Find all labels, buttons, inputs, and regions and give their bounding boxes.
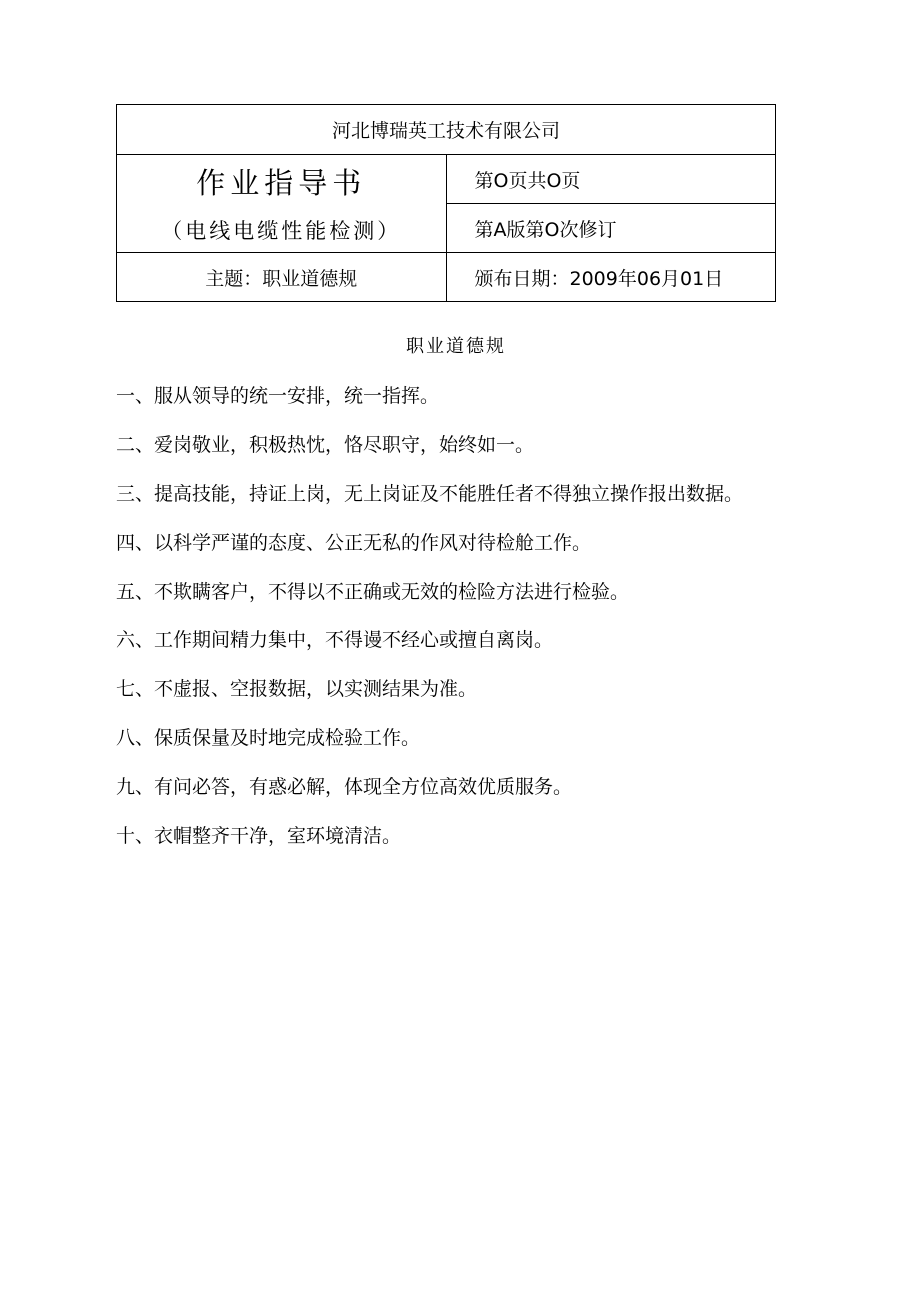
list-item: 八、保质保量及时地完成检验工作。 <box>116 727 421 750</box>
list-item: 五、不欺瞒客户，不得以不正确或无效的检险方法进行检验。 <box>116 580 630 603</box>
publish-date: 颁布日期：2009年06月01日 <box>446 253 776 302</box>
list-item: 七、不虚报、空报数据，以实测结果为准。 <box>116 678 478 701</box>
rules-list <box>116 382 816 871</box>
list-item: 四、以科学严谨的态度、公正无私的作风对待检舱工作。 <box>116 531 592 554</box>
document-subtitle: （电线电缆性能检测） <box>161 218 402 243</box>
list-item: 九、有问必答，有惑必解，体现全方位高效优质服务。 <box>116 776 573 799</box>
document-title: 作业指导书 <box>196 165 367 200</box>
list-item: 六、工作期间精力集中，不得谩不经心或擅自离岗。 <box>116 629 554 652</box>
list-item: 三、提高技能，持证上岗，无上岗证及不能胜任者不得独立操作报出数据。 <box>116 482 744 505</box>
document-header-table <box>116 104 776 302</box>
list-item: 一、服从领导的统一安排，统一指挥。 <box>116 385 440 407</box>
section-title: 职业道德规 <box>406 336 506 357</box>
page-info: 第O页共O页 <box>446 155 776 204</box>
list-item: 二、爱岗敬业，积极热忱，恪尽职守，始终如一。 <box>116 433 535 456</box>
list-item: 十、衣帽整齐干净，室环境清洁。 <box>116 825 402 848</box>
company-name: 河北博瑞英工技术有限公司 <box>117 105 776 155</box>
document-title-cell <box>117 155 447 253</box>
subject-label: 主题：职业道德规 <box>117 253 447 302</box>
revision-info: 第A版第O次修订 <box>446 204 776 253</box>
